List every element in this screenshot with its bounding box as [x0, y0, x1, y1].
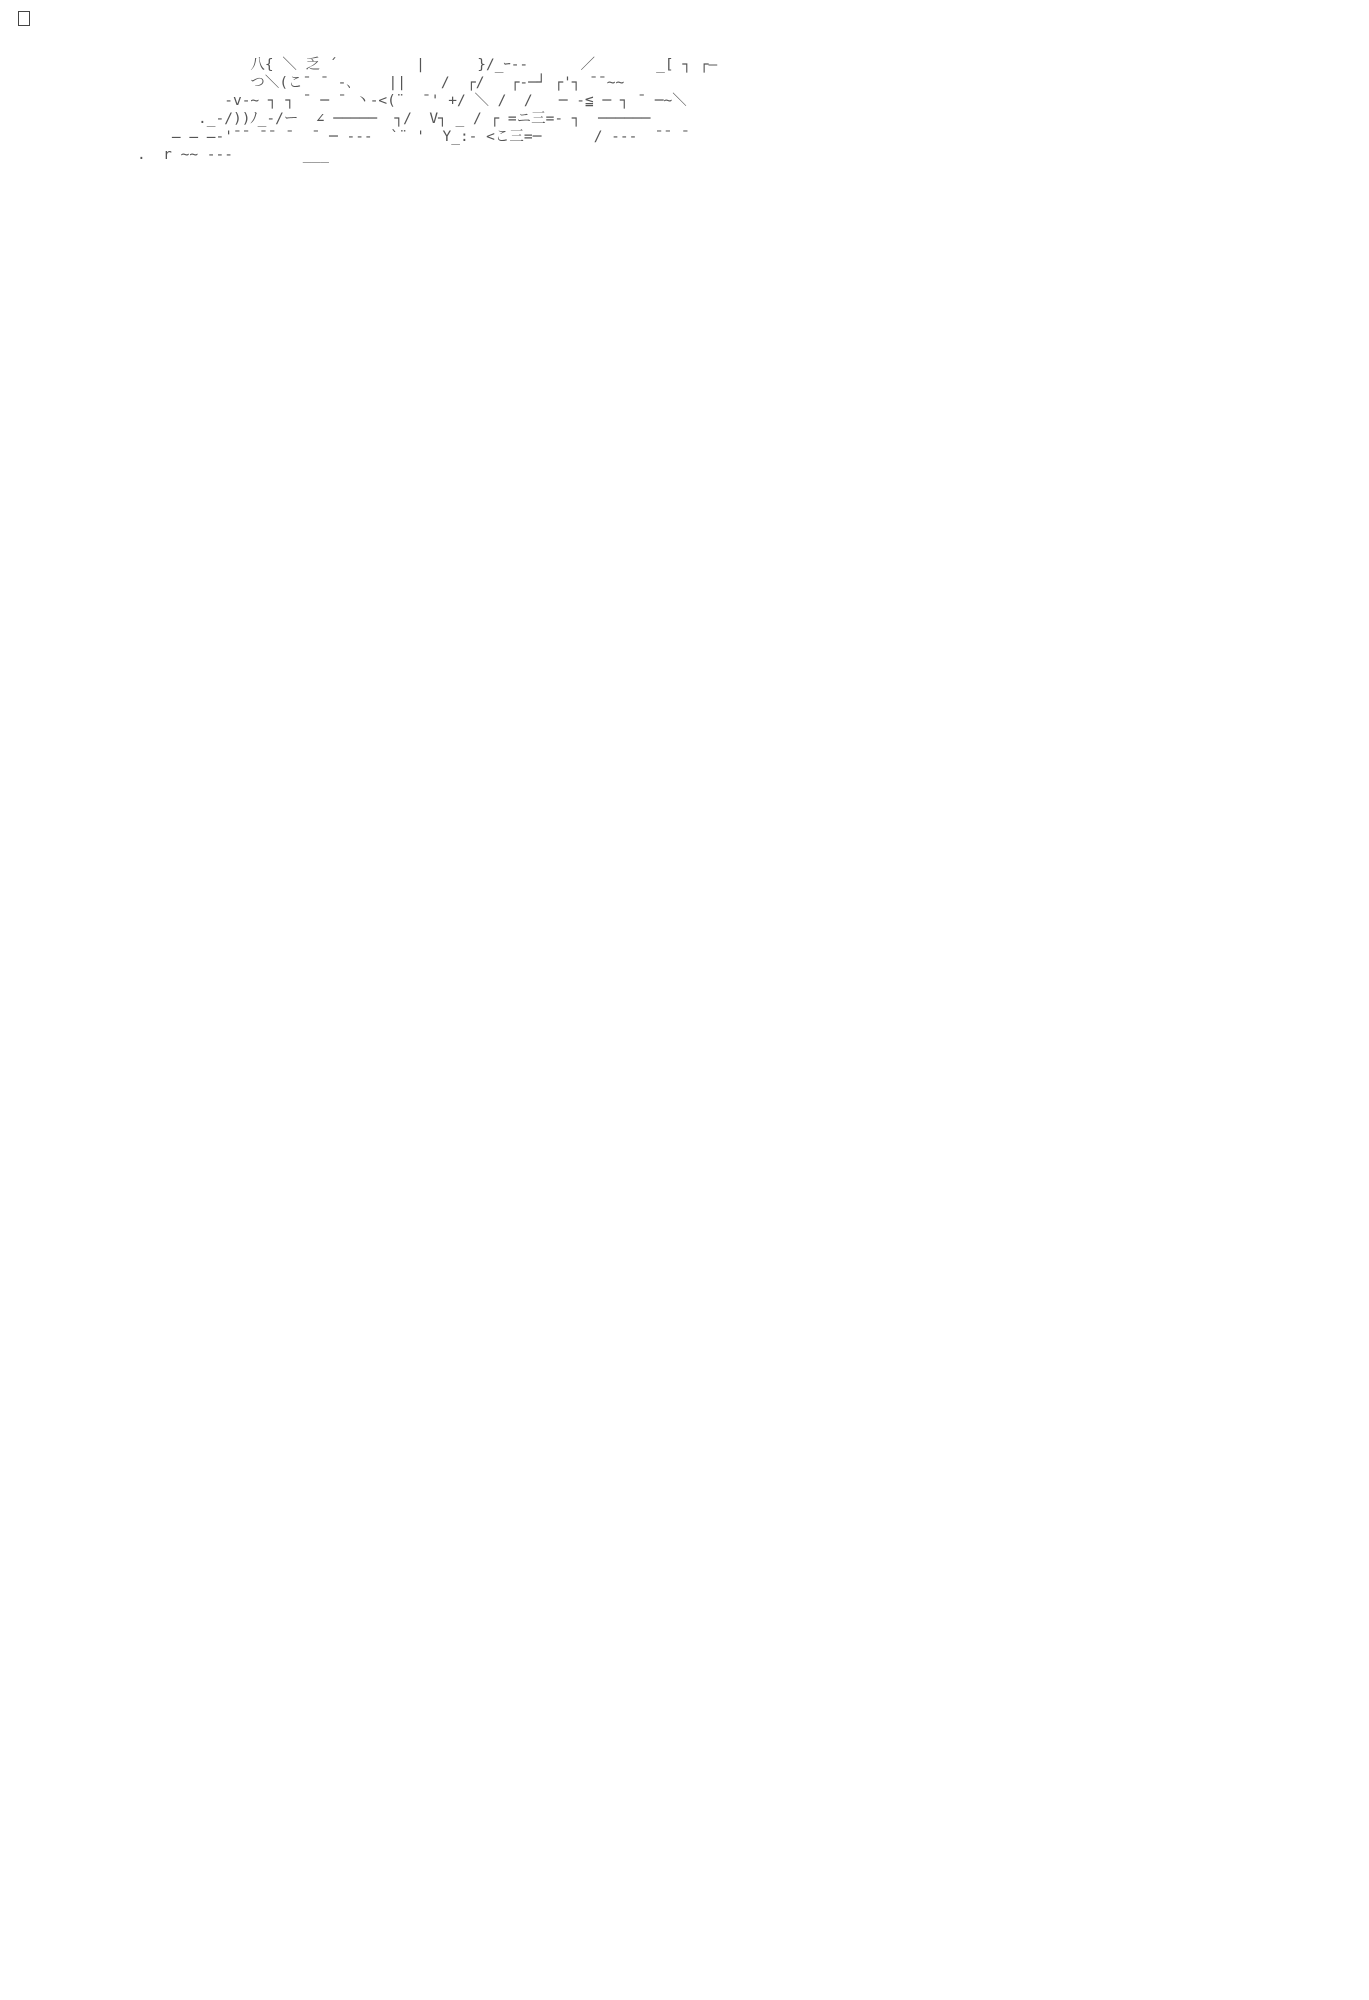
ascii-art-beast: 八{ ＼ 乏 ´ | }/_ｰ‐- ／ _[ ┐ ┌― つ＼(こ¯ ¯ ‐､ || / ┌/ ┌-─┘ ┌'┐ ¯¯~~ -v‐~ ┐ ┐ ¯ ─ ¯ 丶-<(¨ ¯' +/ ＼ / / ─ ‐≦ ─ ┐ ¯ ─~＼ ._-/))ﾉ_-/ー ∠ ───── ┐/ V┐ _ / ┌ =ニ三=‐ ┐ ────── ̶ ̶ ̶‐'¯¯ ¯¯ ¯ ¯ ─ ‐‐‐ `¨ ' Y_:‐ <こ三=─ / ‐‐‐ ¯¯ ¯ . r ~~ ‐‐‐ ___ [136, 57, 718, 163]
box-icon [18, 11, 30, 26]
post-header [8, 10, 36, 28]
